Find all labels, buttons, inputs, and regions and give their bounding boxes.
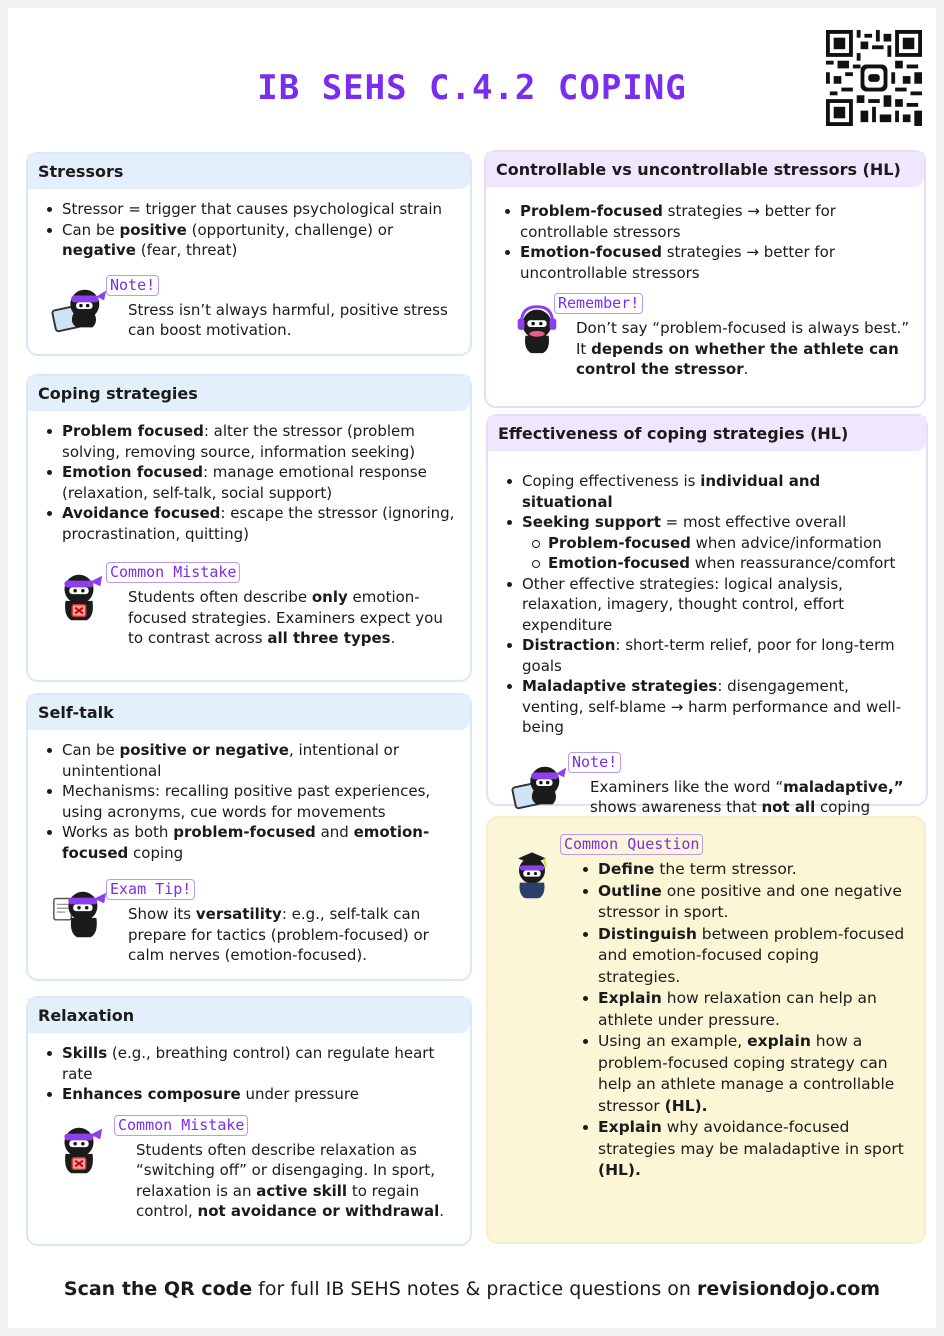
controllable-card	[484, 150, 926, 408]
self-talk-list	[40, 740, 458, 863]
ninja-graduate-icon	[506, 848, 558, 900]
controllable-list	[498, 201, 912, 283]
list-item: Maladaptive strategies: disengagement, venting, self-blame → harm performance and well-being	[500, 676, 914, 738]
note-text: Students often describe only emotion-focused strategies. Examiners expect you to contrast across all three types.	[128, 588, 443, 647]
list-item: Emotion-focused strategies → better for uncontrollable stressors	[498, 242, 912, 283]
note-text: Stress isn’t always harmful, positive stress can boost motivation.	[128, 300, 448, 339]
note-tag: Common Mistake	[106, 562, 240, 583]
list-item: Problem-focused when advice/information	[526, 533, 914, 554]
note-tag: Common Mistake	[114, 1115, 248, 1136]
note-text: Show its versatility: e.g., self-talk can prepare for tactics (problem-focused) or calm nerves (emotion-focused).	[128, 905, 429, 964]
list-item: Distraction: short-term relief, poor for long-term goals	[500, 635, 914, 676]
note-tag: Note!	[106, 275, 159, 296]
ninja-notepad-icon	[50, 885, 108, 943]
note-text: Students often describe relaxation as “switching off” or disengaging. In sport, relaxation is an active skill to regain control, not avoidance or withdrawal.	[136, 1140, 445, 1220]
note-tag: Remember!	[554, 293, 643, 314]
footer-link[interactable]: revisiondojo.com	[696, 1278, 881, 1300]
relaxation-note	[40, 1115, 458, 1222]
question-tag: Common Question	[560, 834, 703, 855]
self-talk-note	[40, 879, 458, 966]
footer-text: for full IB SEHS notes & practice questions on	[252, 1278, 697, 1300]
coping-heading: Coping strategies	[28, 376, 470, 411]
effectiveness-heading: Effectiveness of coping strategies (HL)	[488, 416, 926, 451]
page	[8, 8, 936, 1328]
list-item: Emotion focused: manage emotional response (relaxation, self-talk, social support)	[40, 462, 458, 503]
relaxation-card	[26, 996, 472, 1246]
note-text: Examiners like the word “maladaptive,” shows awareness that not all coping	[590, 777, 904, 816]
list-item: Enhances composure under pressure	[40, 1084, 458, 1105]
note-tag: Exam Tip!	[106, 879, 195, 900]
coping-note	[40, 562, 458, 649]
list-item: Emotion-focused when reassurance/comfort	[526, 553, 914, 574]
ninja-tablet-icon	[50, 281, 108, 339]
list-item: Explain how relaxation can help an athlete under pressure.	[576, 988, 906, 1031]
footer	[8, 1278, 936, 1300]
list-item: Seeking support = most effective overall Problem-focused when advice/information Emotion-focused when reassurance/comfort	[500, 512, 914, 574]
self-talk-heading: Self-talk	[28, 695, 470, 730]
list-item: Problem focused: alter the stressor (problem solving, removing source, information seeking)	[40, 421, 458, 462]
support-sublist	[526, 533, 914, 574]
ninja-tablet-icon	[510, 758, 568, 816]
list-item: Outline one positive and one negative stressor in sport.	[576, 881, 906, 924]
controllable-heading: Controllable vs uncontrollable stressors (HL)	[486, 152, 924, 187]
list-item: Explain why avoidance-focused strategies may be maladaptive in sport (HL).	[576, 1117, 906, 1182]
ninja-cross-icon	[50, 568, 108, 626]
stressors-heading: Stressors	[28, 154, 470, 189]
list-item: Distinguish between problem-focused and emotion-focused coping strategies.	[576, 924, 906, 989]
question-block	[488, 834, 924, 1182]
list-item: Can be positive (opportunity, challenge) or negative (fear, threat)	[40, 220, 458, 261]
list-item: Other effective strategies: logical analysis, relaxation, imagery, thought control, effort expenditure	[500, 574, 914, 636]
stressors-card	[26, 152, 472, 356]
list-item: Stressor = trigger that causes psychological strain	[40, 199, 458, 220]
ninja-cross-icon	[50, 1121, 108, 1179]
list-item: Define the term stressor.	[576, 859, 906, 881]
list-item: Using an example, explain how a problem-focused coping strategy can help an athlete manage a controllable stressor (HL).	[576, 1031, 906, 1117]
qr-code-icon[interactable]	[826, 30, 922, 126]
self-talk-card	[26, 693, 472, 981]
coping-list	[40, 421, 458, 544]
coping-strategies-card	[26, 374, 472, 682]
effectiveness-card	[486, 414, 928, 816]
stressors-note	[40, 275, 458, 341]
list-item: Skills (e.g., breathing control) can regulate heart rate	[40, 1043, 458, 1084]
note-tag: Note!	[568, 752, 621, 773]
list-item: Mechanisms: recalling positive past experiences, using acronyms, cue words for movements	[40, 781, 458, 822]
page-title: IB SEHS C.4.2 COPING	[257, 68, 687, 108]
question-list	[576, 859, 906, 1182]
effectiveness-list	[500, 471, 914, 738]
list-item: Can be positive or negative, intentional or unintentional	[40, 740, 458, 781]
controllable-note	[498, 293, 912, 380]
relaxation-list	[40, 1043, 458, 1105]
stressors-list	[40, 199, 458, 261]
list-item: Problem-focused strategies → better for controllable stressors	[498, 201, 912, 242]
list-item: Avoidance focused: escape the stressor (ignoring, procrastination, quitting)	[40, 503, 458, 544]
list-item: Works as both problem-focused and emotion-focused coping	[40, 822, 458, 863]
relaxation-heading: Relaxation	[28, 998, 470, 1033]
note-text: Don’t say “problem-focused is always best.” It depends on whether the athlete can control the stressor.	[576, 319, 910, 378]
list-item: Coping effectiveness is individual and situational	[500, 471, 914, 512]
common-question-card	[486, 816, 926, 1244]
footer-cta: Scan the QR code	[63, 1278, 253, 1300]
